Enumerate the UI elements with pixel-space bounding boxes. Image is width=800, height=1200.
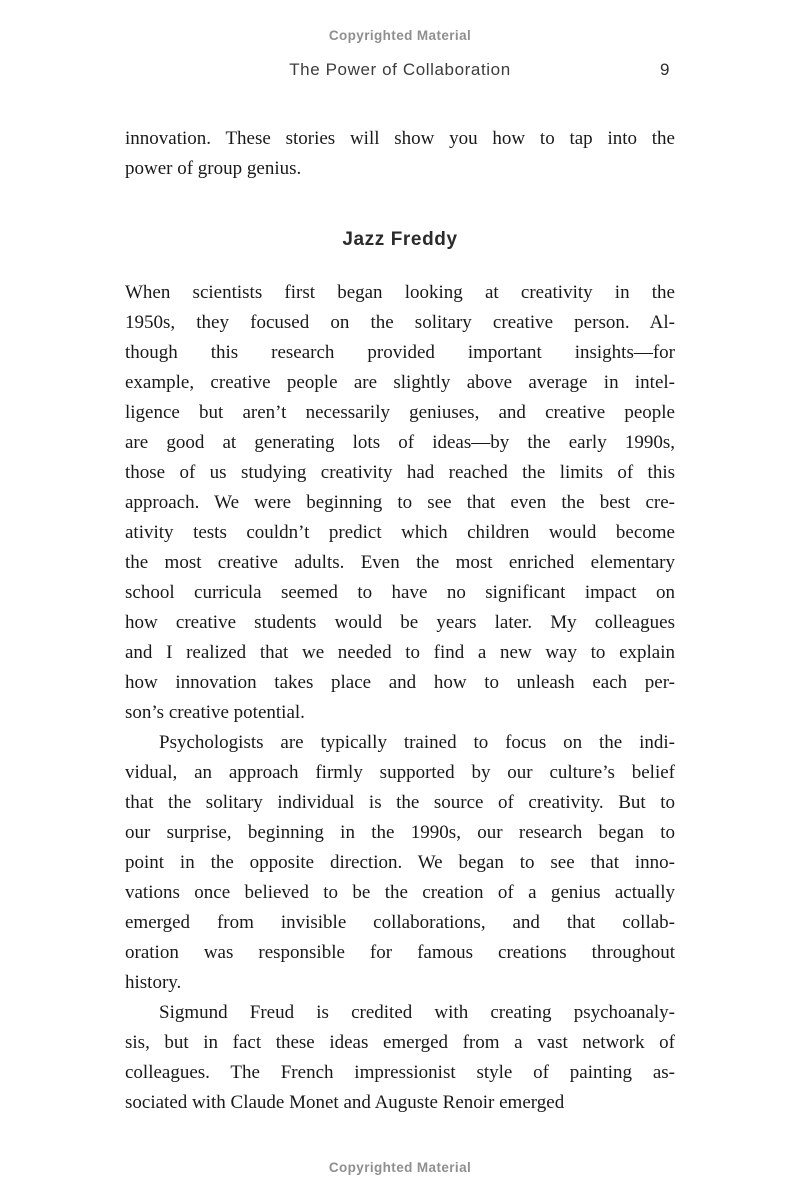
page-number: 9 <box>659 60 670 79</box>
paragraph <box>125 728 675 998</box>
text-column <box>125 124 675 1118</box>
text-line: colleagues. The French impressionist style of painting as- <box>125 1062 675 1083</box>
text-line: vidual, an approach firmly supported by our culture’s belief <box>125 762 675 783</box>
text-line: how creative students would be years later. My colleagues <box>125 612 675 633</box>
paragraph <box>125 124 675 184</box>
text-line: school curricula seemed to have no significant impact on <box>125 582 675 603</box>
text-line: the most creative adults. Even the most enriched elementary <box>125 552 675 573</box>
paragraph <box>125 278 675 728</box>
text-line: Psychologists are typically trained to focus on the indi- <box>159 732 675 753</box>
text-line: those of us studying creativity had reached the limits of this <box>125 462 675 483</box>
text-line: point in the opposite direction. We began to see that inno- <box>125 852 675 873</box>
text-line: are good at generating lots of ideas—by the early 1990s, <box>125 432 675 453</box>
text-line: vations once believed to be the creation of a genius actually <box>125 882 675 903</box>
text-line: oration was responsible for famous creations throughout <box>125 942 675 963</box>
text-line: Sigmund Freud is credited with creating psychoanaly- <box>159 1002 675 1023</box>
text-line: When scientists first began looking at creativity in the <box>125 282 675 303</box>
text-line: example, creative people are slightly above average in intel- <box>125 372 675 393</box>
text-line: history. <box>125 972 182 993</box>
copyright-notice-bottom: Copyrighted Material <box>328 1160 472 1175</box>
text-line: how innovation takes place and how to unleash each per- <box>125 672 675 693</box>
text-line: and I realized that we needed to find a new way to explain <box>125 642 675 663</box>
text-line: ativity tests couldn’t predict which children would become <box>125 522 675 543</box>
running-header-title: The Power of Collaboration <box>289 60 511 79</box>
text-line: sociated with Claude Monet and Auguste Renoir emerged <box>125 1092 565 1113</box>
text-line: son’s creative potential. <box>125 702 305 723</box>
text-line: power of group genius. <box>125 158 302 179</box>
text-line: our surprise, beginning in the 1990s, our research began to <box>125 822 675 843</box>
text-line: ligence but aren’t necessarily geniuses, and creative people <box>125 402 675 423</box>
section-heading: Jazz Freddy <box>342 229 458 250</box>
text-line: 1950s, they focused on the solitary creative person. Al- <box>125 312 675 333</box>
text-line: sis, but in fact these ideas emerged from a vast network of <box>125 1032 675 1053</box>
text-line: emerged from invisible collaborations, and that collab- <box>125 912 675 933</box>
text-line: though this research provided important insights—for <box>125 342 675 363</box>
running-header <box>0 60 800 80</box>
copyright-notice-top: Copyrighted Material <box>328 28 472 43</box>
text-line: that the solitary individual is the source of creativity. But to <box>125 792 675 813</box>
text-line: approach. We were beginning to see that even the best cre- <box>125 492 675 513</box>
text-line: innovation. These stories will show you how to tap into the <box>125 128 675 149</box>
paragraph <box>125 998 675 1118</box>
